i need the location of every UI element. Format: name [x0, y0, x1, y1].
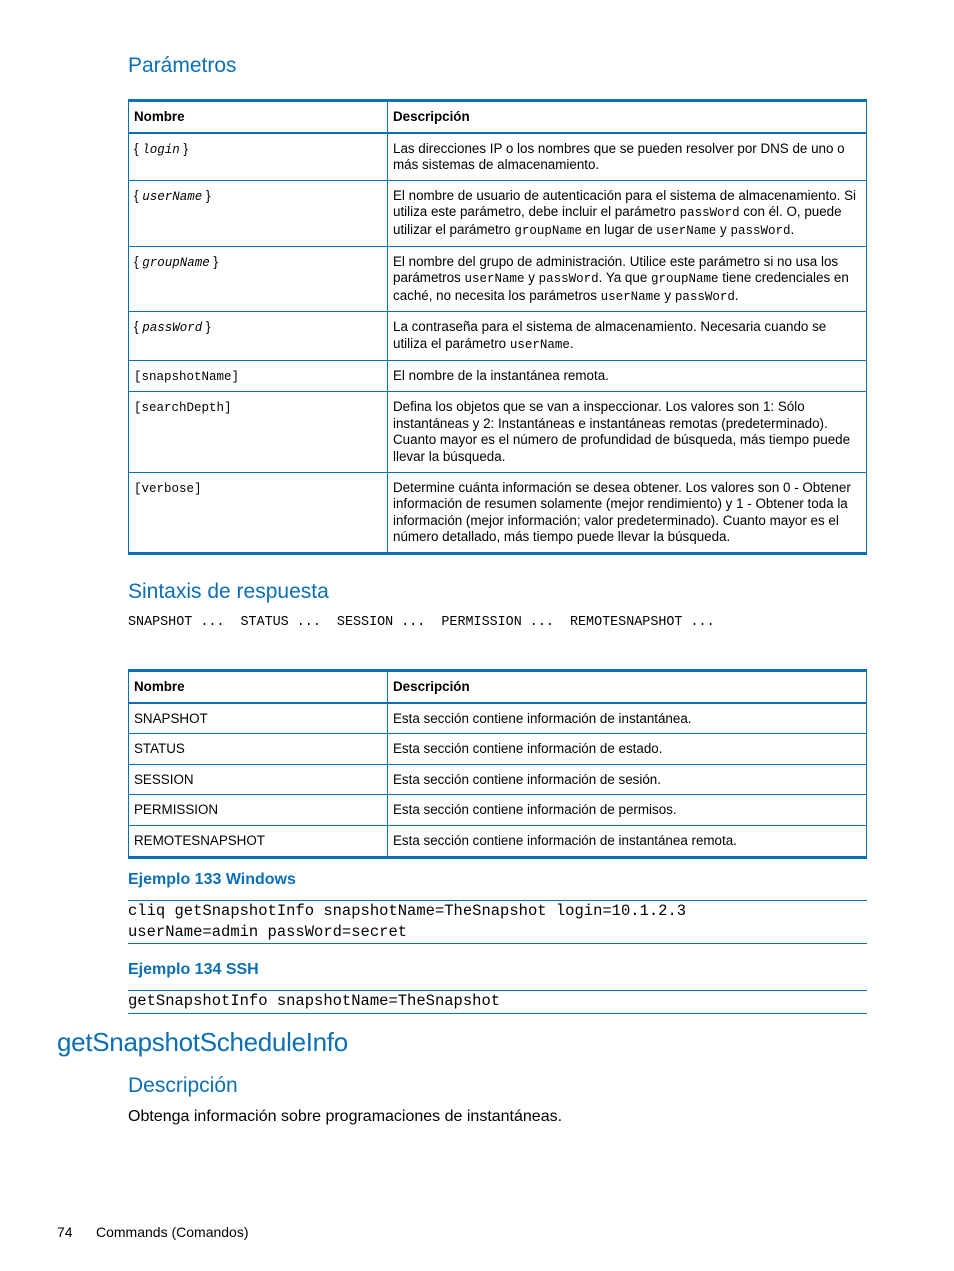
- code-line: userName=admin passWord=secret: [128, 923, 408, 941]
- description-text: con él. O, puede utilizar el parámetro: [393, 204, 842, 237]
- description-text: y: [524, 270, 539, 286]
- table-row: [129, 180, 867, 246]
- example-133-bottom-rule: [128, 943, 867, 944]
- response-description-cell: Esta sección contiene información de estado.: [388, 734, 867, 765]
- table-row: [129, 133, 867, 181]
- inline-code: passWord: [538, 272, 599, 287]
- parameter-description-cell: [388, 133, 867, 181]
- description-text: en lugar de: [581, 221, 657, 237]
- parameter-description-cell: [388, 360, 867, 392]
- parameter-name-cell: [129, 472, 388, 553]
- brace-open: {: [134, 253, 143, 269]
- description-text: .: [569, 335, 574, 351]
- parameter-name-cell: [129, 312, 388, 360]
- response-syntax-heading: Sintaxis de respuesta: [128, 580, 329, 603]
- response-description-cell: Esta sección contiene información de permisos.: [388, 795, 867, 826]
- description-text: . Ya que: [598, 270, 651, 286]
- description-text: .: [734, 287, 739, 303]
- table-row: [129, 392, 867, 472]
- parameter-description-cell: [388, 392, 867, 472]
- description-text: La contraseña para el sistema de almacenamiento. Necesaria cuando se utiliza el parámetro: [393, 319, 827, 351]
- brace-close: }: [202, 319, 211, 335]
- description-heading: Descripción: [128, 1074, 238, 1097]
- table-row: [129, 312, 867, 360]
- response-name-cell: SNAPSHOT: [129, 703, 388, 734]
- table-row: [129, 795, 867, 826]
- response-name-cell: STATUS: [129, 734, 388, 765]
- description-text: Las direcciones IP o los nombres que se pueden resolver por DNS de uno o más sistemas de almacenamiento.: [393, 140, 845, 173]
- parameter-name-cell: [129, 180, 388, 246]
- parameter-name: login: [142, 142, 180, 157]
- inline-code: userName: [656, 223, 717, 238]
- example-134-title: Ejemplo 134 SSH: [128, 961, 259, 978]
- description-text: tiene credenciales en caché, no necesita los parámetros: [393, 270, 849, 303]
- code-line: getSnapshotInfo snapshotName=TheSnapshot: [128, 992, 501, 1010]
- table-row: [129, 360, 867, 392]
- parameters-table-body: [129, 133, 867, 554]
- brace-open: {: [134, 187, 143, 203]
- footer-chapter: Commands (Comandos): [96, 1224, 249, 1240]
- column-header-name: Nombre: [129, 101, 388, 133]
- response-description-cell: Esta sección contiene información de instantánea.: [388, 703, 867, 734]
- parameter-name-cell: [129, 133, 388, 181]
- inline-code: userName: [464, 272, 525, 287]
- response-description-cell: Esta sección contiene información de sesión.: [388, 764, 867, 795]
- response-name-cell: PERMISSION: [129, 795, 388, 826]
- table-row: [129, 703, 867, 734]
- table-header-row: [129, 101, 867, 133]
- example-134-code: [128, 991, 500, 1012]
- parameter-name-cell: [129, 360, 388, 392]
- response-table-body: [129, 703, 867, 857]
- table-row: [129, 246, 867, 312]
- table-row: [129, 825, 867, 857]
- brace-close: }: [202, 187, 211, 203]
- response-table: [128, 669, 867, 859]
- response-syntax-line: SNAPSHOT ... STATUS ... SESSION ... PERMISSION ... REMOTESNAPSHOT ...: [128, 615, 715, 630]
- parameter-name-cell: [129, 246, 388, 312]
- inline-code: passWord: [679, 206, 740, 221]
- response-name-cell: REMOTESNAPSHOT: [129, 825, 388, 857]
- table-header-row: [129, 671, 867, 703]
- parameter-description-cell: [388, 180, 867, 246]
- parameter-description-cell: [388, 246, 867, 312]
- column-header-description: Descripción: [388, 101, 867, 133]
- description-text: .: [790, 221, 795, 237]
- brace-open: {: [134, 140, 143, 156]
- column-header-description: Descripción: [388, 671, 867, 703]
- inline-code: passWord: [730, 223, 791, 238]
- parameter-name: [snapshotName]: [134, 369, 240, 384]
- example-133-title: Ejemplo 133 Windows: [128, 871, 296, 888]
- inline-code: groupName: [651, 272, 719, 287]
- parameter-name: groupName: [142, 255, 210, 270]
- column-header-name: Nombre: [129, 671, 388, 703]
- description-text: Obtenga información sobre programaciones de instantáneas.: [128, 1108, 563, 1125]
- table-row: [129, 764, 867, 795]
- section-title: getSnapshotScheduleInfo: [57, 1027, 348, 1057]
- inline-code: groupName: [514, 223, 582, 238]
- inline-code: userName: [509, 337, 570, 352]
- inline-code: userName: [600, 289, 661, 304]
- brace-close: }: [179, 140, 188, 156]
- parameter-description-cell: [388, 312, 867, 360]
- description-text: Defina los objetos que se van a inspeccionar. Los valores son 1: Sólo instantáneas y 2: Instantáneas e instantáneas remotas (predeterminado). Cuanto mayor es el número de profundidad de búsqueda, más tiempo puede llevar la búsqueda.: [393, 399, 851, 464]
- parameter-name: [verbose]: [134, 481, 202, 496]
- parameter-name: [searchDepth]: [134, 401, 232, 416]
- description-text: Determine cuánta información se desea obtener. Los valores son 0 - Obtener información de resumen solamente (mejor rendimiento) y 1 - Obtener toda la información (mejor información; valor predeterminado). Cuanto mayor es el número detallado, más tiempo puede llevar la búsqueda.: [393, 479, 851, 545]
- brace-close: }: [209, 253, 218, 269]
- parameter-name-cell: [129, 392, 388, 472]
- description-text: El nombre de la instantánea remota.: [393, 367, 609, 383]
- parameters-table: [128, 99, 867, 555]
- description-text: El nombre del grupo de administración. Utilice este parámetro si no usa los parámetros: [393, 253, 839, 286]
- response-description-cell: Esta sección contiene información de instantánea remota.: [388, 825, 867, 857]
- parameters-heading: Parámetros: [128, 54, 237, 77]
- inline-code: passWord: [674, 289, 735, 304]
- response-name-cell: SESSION: [129, 764, 388, 795]
- parameter-description-cell: [388, 472, 867, 553]
- table-row: [129, 472, 867, 553]
- page-number: 74: [57, 1224, 73, 1240]
- parameter-name: userName: [142, 189, 203, 204]
- example-133-code: [128, 901, 686, 943]
- description-text: y: [716, 221, 731, 237]
- parameter-name: passWord: [142, 321, 203, 336]
- brace-open: {: [134, 319, 143, 335]
- description-text: y: [660, 287, 675, 303]
- example-134-bottom-rule: [128, 1013, 867, 1014]
- table-row: [129, 734, 867, 765]
- description-text: El nombre de usuario de autenticación para el sistema de almacenamiento. Si utiliza este parámetro, debe incluir el parámetro: [393, 187, 856, 220]
- code-line: cliq getSnapshotInfo snapshotName=TheSnapshot login=10.1.2.3: [128, 902, 687, 920]
